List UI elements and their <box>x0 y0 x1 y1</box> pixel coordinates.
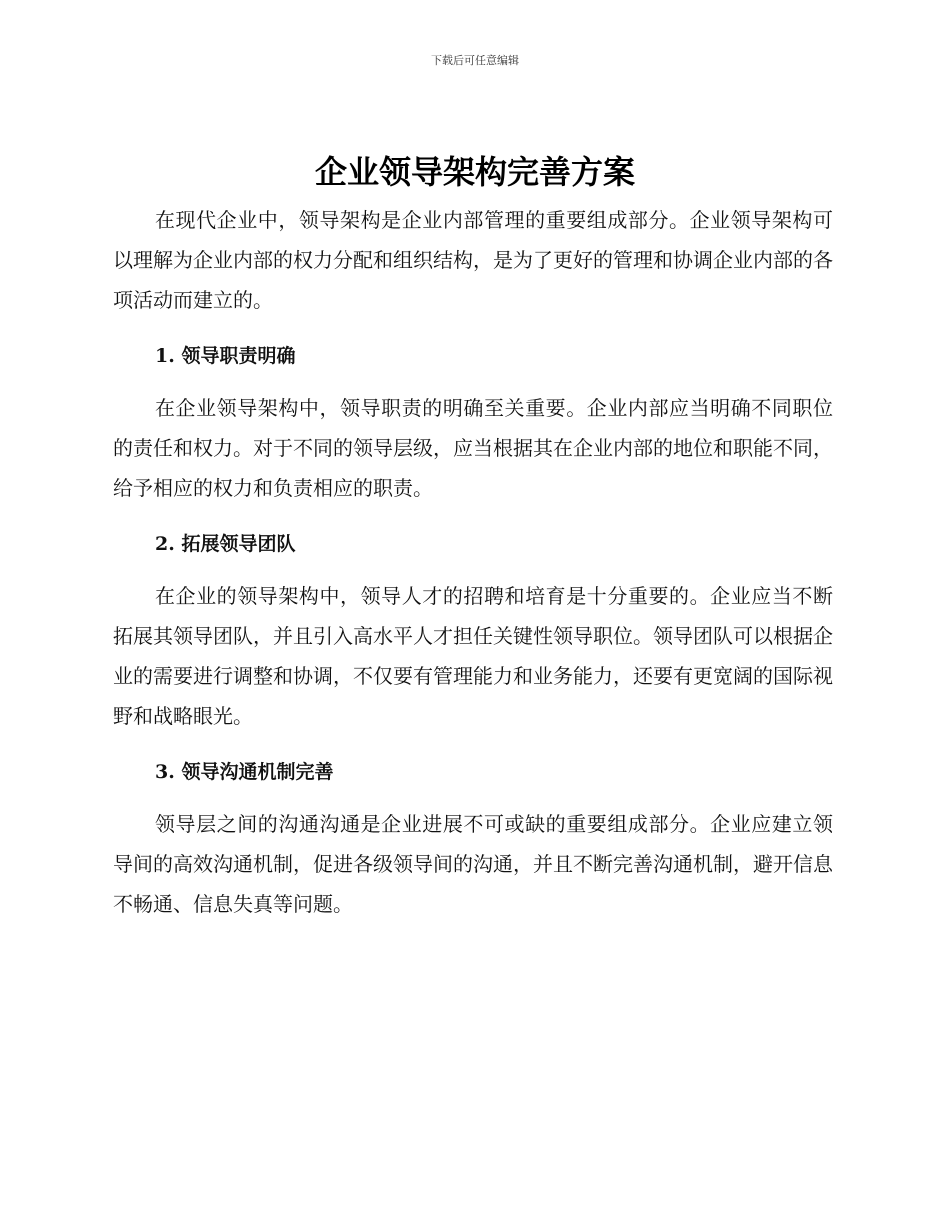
document-body <box>113 200 833 924</box>
section-heading-2: 2. 拓展领导团队 <box>155 533 296 555</box>
document-title: 企业领导架构完善方案 <box>314 153 635 191</box>
section-heading-1: 1. 领导职责明确 <box>155 345 296 367</box>
page-header-note: 下载后可任意编辑 <box>431 54 519 67</box>
section-paragraph-3: 领导层之间的沟通沟通是企业进展不可或缺的重要组成部分。企业应建立领导间的高效沟通机制，促进各级领导间的沟通，并且不断完善沟通机制，避开信息不畅通、信息失真等问题。 <box>113 812 833 916</box>
intro-paragraph: 在现代企业中，领导架构是企业内部管理的重要组成部分。企业领导架构可以理解为企业内部的权力分配和组织结构，是为了更好的管理和协调企业内部的各项活动而建立的。 <box>113 208 833 312</box>
section-paragraph-2: 在企业的领导架构中，领导人才的招聘和培育是十分重要的。企业应当不断拓展其领导团队，并且引入高水平人才担任关键性领导职位。领导团队可以根据企业的需要进行调整和协调，不仅要有管理能力和业务能力，还要有更宽阔的国际视野和战略眼光。 <box>113 584 833 728</box>
section-paragraph-1: 在企业领导架构中，领导职责的明确至关重要。企业内部应当明确不同职位的责任和权力。对于不同的领导层级，应当根据其在企业内部的地位和职能不同，给予相应的权力和负责相应的职责。 <box>113 396 833 500</box>
section-heading-3: 3. 领导沟通机制完善 <box>155 761 334 783</box>
